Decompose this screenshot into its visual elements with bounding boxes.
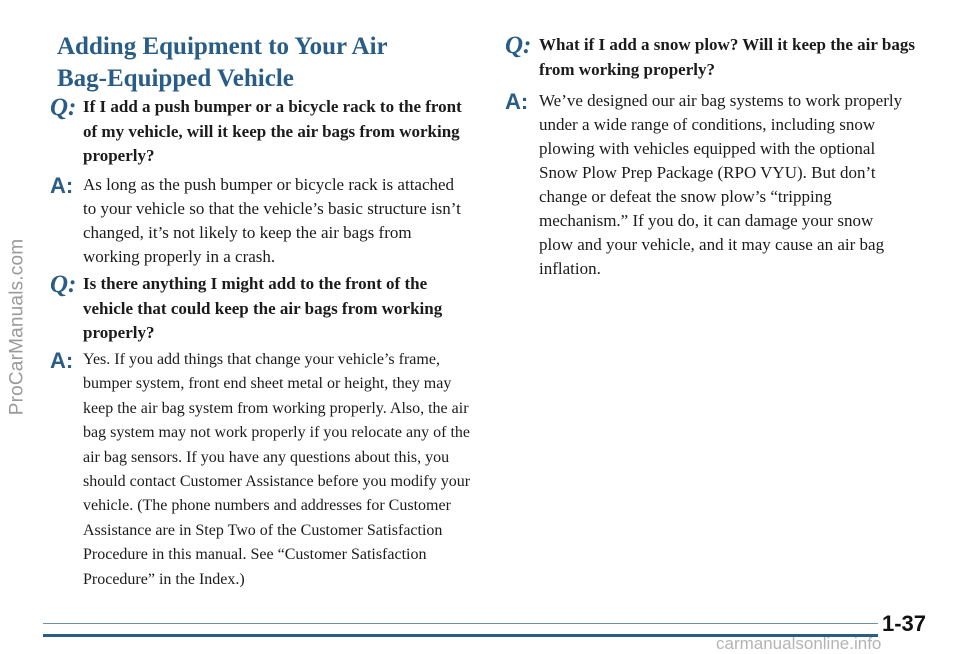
answer-marker: A: — [50, 348, 74, 373]
answer-text: We’ve designed our air bag systems to work properly under a wide range of conditions, including snow plowing with vehicles equipped with the optional Snow Plow Prep Package (RPO VYU). But don’t change or defeat the snow plow’s “tripping mechanism.” If you do, it can damage your snow plow and your vehicle, and it may cause an air bag inflation. — [539, 91, 903, 278]
footer-rule-thin — [43, 623, 878, 624]
question-marker: Q: — [50, 94, 77, 121]
watermark-text: ProCarManuals.com — [6, 238, 28, 415]
question-text: If I add a push bumper or a bicycle rack to the front of my vehicle, will it keep the air bags from working properly? — [83, 97, 462, 165]
question-text: Is there anything I might add to the front of the vehicle that could keep the air bags from working properly? — [83, 274, 443, 342]
footer-watermark: carmanualsonline.info — [716, 634, 882, 653]
procarmanuals-watermark — [2, 0, 32, 653]
question-text: What if I add a snow plow? Will it keep the air bags from working properly? — [539, 35, 915, 79]
page-number: 1-37 — [882, 611, 927, 636]
answer-marker: A: — [505, 89, 529, 114]
question-marker: Q: — [50, 271, 77, 298]
answer-marker: A: — [50, 173, 74, 198]
answer-text: As long as the push bumper or bicycle rack is attached to your vehicle so that the vehicle’s basic structure isn’t changed, it’s not likely to keep the air bags from working properly in a crash. — [83, 175, 461, 266]
section-heading: Adding Equipment to Your Air Bag-Equipped Vehicle — [57, 33, 388, 92]
answer-text: Yes. If you add things that change your vehicle’s frame, bumper system, front end sheet metal or height, they may keep the air bag system from working properly. Also, the air bag system may not work properly if you relocate any of the air bag sensors. If you have any questions about this, you should contact Customer Assistance before you modify your vehicle. (The phone numbers and addresses for Customer Assistance are in Step Two of the Customer Satisfaction Procedure in this manual. See “Customer Satisfaction Procedure” in the Index.) — [83, 351, 471, 588]
question-marker: Q: — [505, 32, 532, 59]
